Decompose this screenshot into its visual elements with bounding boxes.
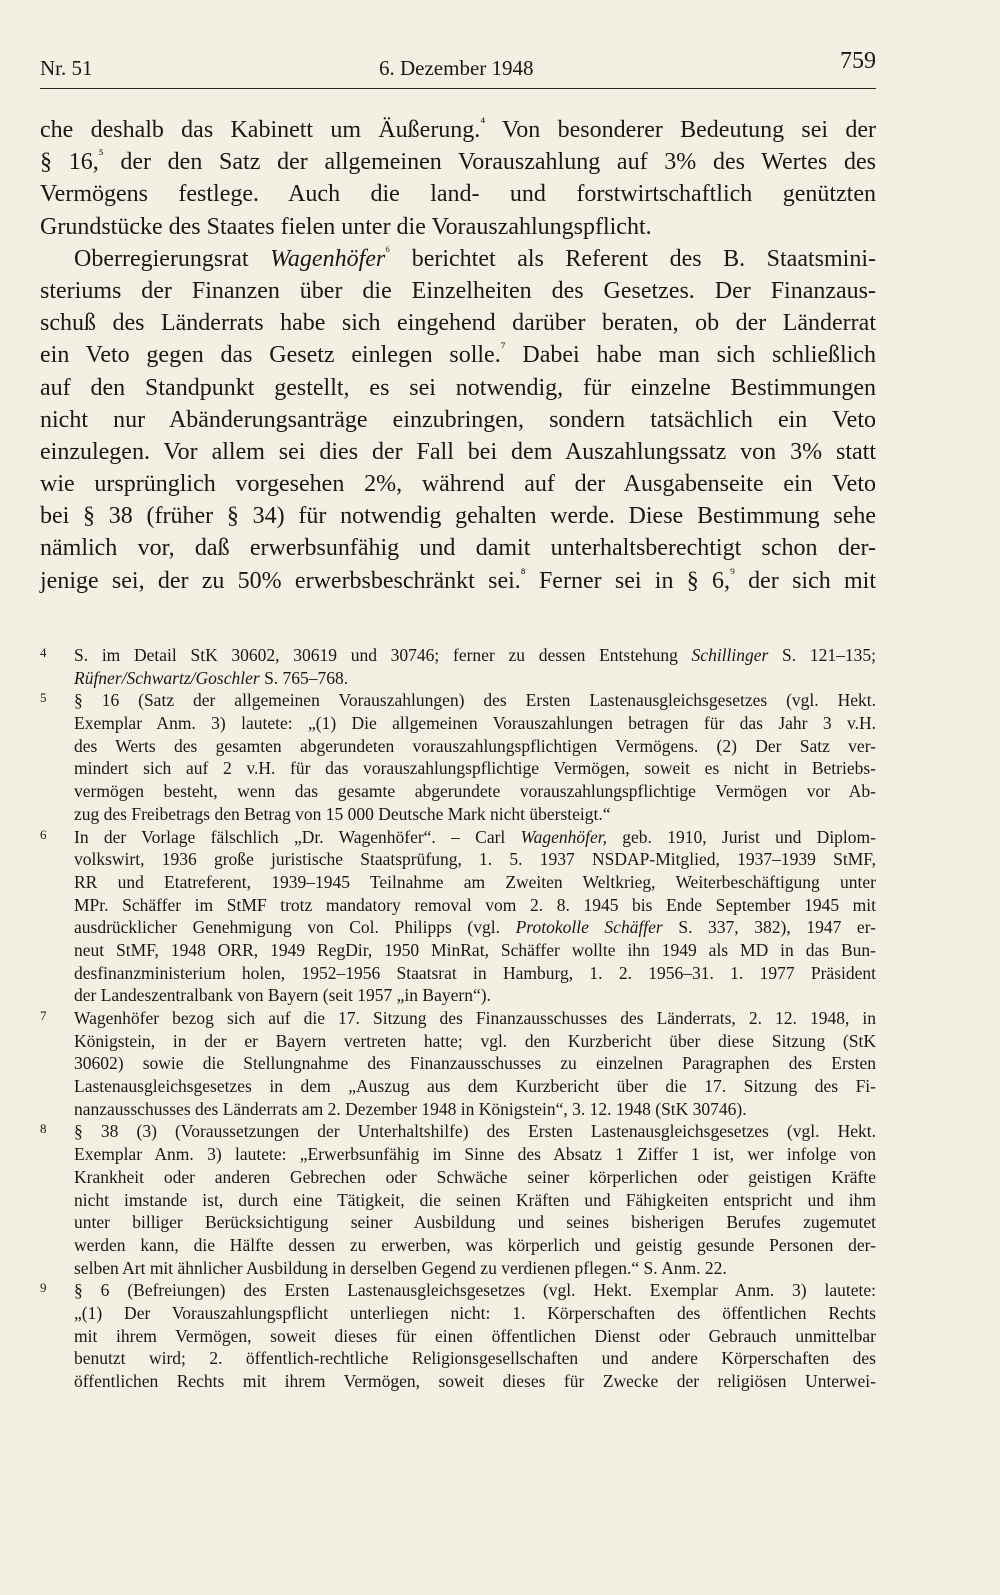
body-line: schuß des Länderrats habe sich eingehend darüber beraten, ob der Länderrat bbox=[40, 310, 876, 337]
footnote-line: zug des Freibetrags den Betrag von 15 000 Deutsche Mark nicht übersteigt.“ bbox=[74, 803, 611, 824]
header-date: 6. Dezember 1948 bbox=[379, 56, 534, 80]
body-line: einzulegen. Vor allem sei dies der Fall bei dem Auszahlungssatz von 3% statt bbox=[40, 438, 876, 465]
body-text bbox=[40, 114, 876, 597]
footnote-line: des Werts des gesamten abgerundeten vorauszahlungspflichtigen Vermögens. (2) Der Satz ver- bbox=[74, 735, 876, 756]
footnote-line: RR und Etatreferent, 1939–1945 Teilnahme am Zweiten Weltkrieg, Weiterbeschäftigung unter bbox=[74, 871, 876, 892]
footnote-line: Lastenausgleichsgesetzes in dem „Auszug aus dem Kurzbericht über die 17. Sitzung des Fi- bbox=[74, 1076, 876, 1097]
running-header bbox=[40, 48, 876, 89]
footnote-number: 5 bbox=[40, 690, 47, 706]
footnote-line: volkswirt, 1936 große juristische Staatsprüfung, 1. 5. 1937 NSDAP-Mitglied, 1937–1939 StMF, bbox=[74, 849, 876, 870]
footnote-line: mit ihrem Vermögen, soweit dieses für einen öffentlichen Dienst oder Gebrauch unmittelbar bbox=[74, 1325, 876, 1346]
footnote-4 bbox=[40, 644, 876, 689]
footnote-line: 30602) sowie die Stellungnahme des Finanzausschusses zu einzelnen Paragraphen des Ersten bbox=[74, 1053, 876, 1074]
footnote-9 bbox=[40, 1279, 876, 1392]
footnote-line: In der Vorlage fälschlich „Dr. Wagenhöfer“. – Carl Wagenhöfer, geb. 1910, Jurist und Diplom- bbox=[74, 826, 876, 847]
footnote-line: nicht imstande ist, durch eine Tätigkeit, die seinen Kräften und Fähigkeiten entspricht und ihm bbox=[74, 1189, 876, 1210]
footnote-line: Rüfner/Schwartz/Goschler S. 765–768. bbox=[74, 667, 349, 688]
footnote-ref[interactable]: ⁹ bbox=[730, 566, 735, 582]
body-line: ein Veto gegen das Gesetz einlegen solle.$^{^7}$ Dabei habe man sich schließlich bbox=[40, 341, 877, 369]
body-line: auf den Standpunkt gestellt, es sei notwendig, für einzelne Bestimmungen bbox=[40, 374, 876, 401]
footnote-line: unter billiger Berücksichtigung seiner Ausbildung und seines bisherigen Berufes zugemutet bbox=[74, 1212, 876, 1233]
body-line: che deshalb das Kabinett um Äußerung.$^{^4}$ Von besonderer Bedeutung sei der bbox=[40, 116, 876, 143]
footnote-ref[interactable]: ⁵ bbox=[98, 148, 104, 164]
footnote-line: desfinanzministerium holen, 1952–1956 Staatsrat in Hamburg, 1. 2. 1956–31. 1. 1977 Präsident bbox=[74, 962, 876, 983]
footnote-line: Königstein, in der er Bayern vertreten hatte; vgl. den Kurzbericht über diese Sitzung (StK bbox=[74, 1030, 876, 1051]
footnote-number: 7 bbox=[40, 1008, 47, 1023]
footnote-line: der Landeszentralbank von Bayern (seit 1957 „in Bayern“). bbox=[74, 985, 491, 1006]
footnote-ref[interactable]: ⁶ bbox=[385, 244, 391, 260]
footnote-number: 6 bbox=[40, 826, 47, 842]
page-number: 759 bbox=[840, 48, 876, 74]
footnote-6 bbox=[40, 826, 876, 1008]
footnote-number: 9 bbox=[40, 1280, 47, 1296]
footnote-line: Krankheit oder anderen Gebrechen oder Schwäche seiner körperlichen oder geistigen Kräfte bbox=[74, 1166, 876, 1187]
footnote-line: öffentlichen Rechts mit ihrem Vermögen, soweit dieses für Zwecke der religiösen Unterwei- bbox=[74, 1371, 876, 1391]
footnote-line: Wagenhöfer bezog sich auf die 17. Sitzung des Finanzausschusses des Länderrats, 2. 12. 1948, in bbox=[74, 1008, 876, 1028]
footnote-line: werden kann, die Hälfte dessen zu erwerben, was körperlich und geistig gesunde Personen der- bbox=[74, 1234, 876, 1255]
footnote-line: nanzausschusses des Länderrats am 2. Dezember 1948 in Königstein“, 3. 12. 1948 (StK 30746). bbox=[74, 1098, 747, 1119]
footnote-line: „(1) Der Vorauszahlungspflicht unterliegen nicht: 1. Körperschaften des öffentlichen Rechts bbox=[74, 1302, 876, 1323]
footnote-ref[interactable]: ⁴ bbox=[480, 116, 486, 131]
footnote-line: selben Art mit ähnlicher Ausbildung in derselben Gegend zu verdienen pflegen.“ S. Anm. 22. bbox=[74, 1257, 727, 1278]
footnote-line: neut StMF, 1948 ORR, 1949 RegDir, 1950 MinRat, Schäffer wollte ihn 1949 als MD in das Bun- bbox=[74, 939, 876, 960]
footnote-line: Exemplar Anm. 3) lautete: „(1) Die allgemeinen Vorauszahlungen betragen für das Jahr 3 v.H. bbox=[74, 713, 876, 734]
body-line: jenige sei, der zu 50% erwerbsbeschränkt sei.$^{^8}$ Ferner sei in § 6,$^{^9}$ der sich mit bbox=[40, 566, 877, 594]
body-line: steriums der Finanzen über die Einzelheiten des Gesetzes. Der Finanzaus- bbox=[40, 277, 876, 304]
body-line: nämlich vor, daß erwerbsunfähig und damit unterhaltsberechtigt schon der- bbox=[40, 535, 876, 562]
footnote-ref[interactable]: ⁸ bbox=[520, 566, 526, 582]
body-line: Oberregierungsrat Wagenhöfer$^{^6}$ berichtet als Referent des B. Staatsmini- bbox=[74, 244, 876, 272]
footnote-number: 8 bbox=[40, 1121, 47, 1137]
person-name: Wagenhöfer bbox=[270, 245, 386, 272]
body-line: bei § 38 (früher § 34) für notwendig gehalten werde. Diese Bestimmung sehe bbox=[40, 503, 876, 530]
footnote-line: Exemplar Anm. 3) lautete: „Erwerbsunfähig im Sinne des Absatz 1 Ziffer 1 ist, wer infolge von bbox=[74, 1144, 876, 1165]
body-line: § 16,$^{^5}$ der den Satz der allgemeinen Vorauszahlung auf 3% des Wertes des bbox=[40, 148, 876, 176]
footnote-8 bbox=[40, 1120, 876, 1279]
footnote-line: ausdrücklicher Genehmigung von Col. Philipps (vgl. Protokolle Schäffer S. 337, 382), 1947 er- bbox=[74, 917, 876, 938]
footnote-line: MPr. Schäffer im StMF trotz mandatory removal vom 2. 8. 1945 bis Ende September 1945 mit bbox=[74, 894, 876, 915]
body-line: Grundstücke des Staates fielen unter die Vorauszahlungspflicht. bbox=[40, 213, 652, 240]
footnote-line: § 38 (3) (Voraussetzungen der Unterhaltshilfe) des Ersten Lastenausgleichsgesetzes (vgl. Hekt. bbox=[74, 1121, 876, 1142]
footnote-line: mindert sich auf 2 v.H. für das vorauszahlungspflichtige Vermögen, soweit es nicht in Betriebs- bbox=[74, 758, 876, 779]
footnotes bbox=[40, 644, 876, 1393]
body-line: Vermögens festlege. Auch die land- und forstwirtschaftlich genützten bbox=[40, 181, 876, 208]
body-line: nicht nur Abänderungsanträge einzubringen, sondern tatsächlich ein Veto bbox=[40, 406, 876, 433]
footnote-line: S. im Detail StK 30602, 30619 und 30746; ferner zu dessen Entstehung Schillinger S. 121–135; bbox=[74, 645, 876, 665]
document-number: Nr. 51 bbox=[40, 56, 93, 80]
footnote-line: § 6 (Befreiungen) des Ersten Lastenausgleichsgesetzes (vgl. Hekt. Exemplar Anm. 3) lautete: bbox=[74, 1280, 876, 1301]
footnote-number: 4 bbox=[40, 645, 47, 660]
footnote-7 bbox=[40, 1007, 876, 1120]
footnote-line: § 16 (Satz der allgemeinen Vorauszahlungen) des Ersten Lastenausgleichsgesetzes (vgl. Hekt. bbox=[74, 690, 876, 711]
footnote-line: benutzt wird; 2. öffentlich-rechtliche Religionsgesellschaften und andere Körperschaften des bbox=[74, 1348, 876, 1369]
footnote-ref[interactable]: ⁷ bbox=[500, 341, 506, 357]
footnote-5 bbox=[40, 689, 876, 825]
footnote-line: vermögen besteht, wenn das gesamte abgerundete vorauszahlungspflichtige Vermögen vor Ab- bbox=[74, 781, 876, 802]
body-line: wie ursprünglich vorgesehen 2%, während auf der Ausgabenseite ein Veto bbox=[40, 471, 876, 498]
